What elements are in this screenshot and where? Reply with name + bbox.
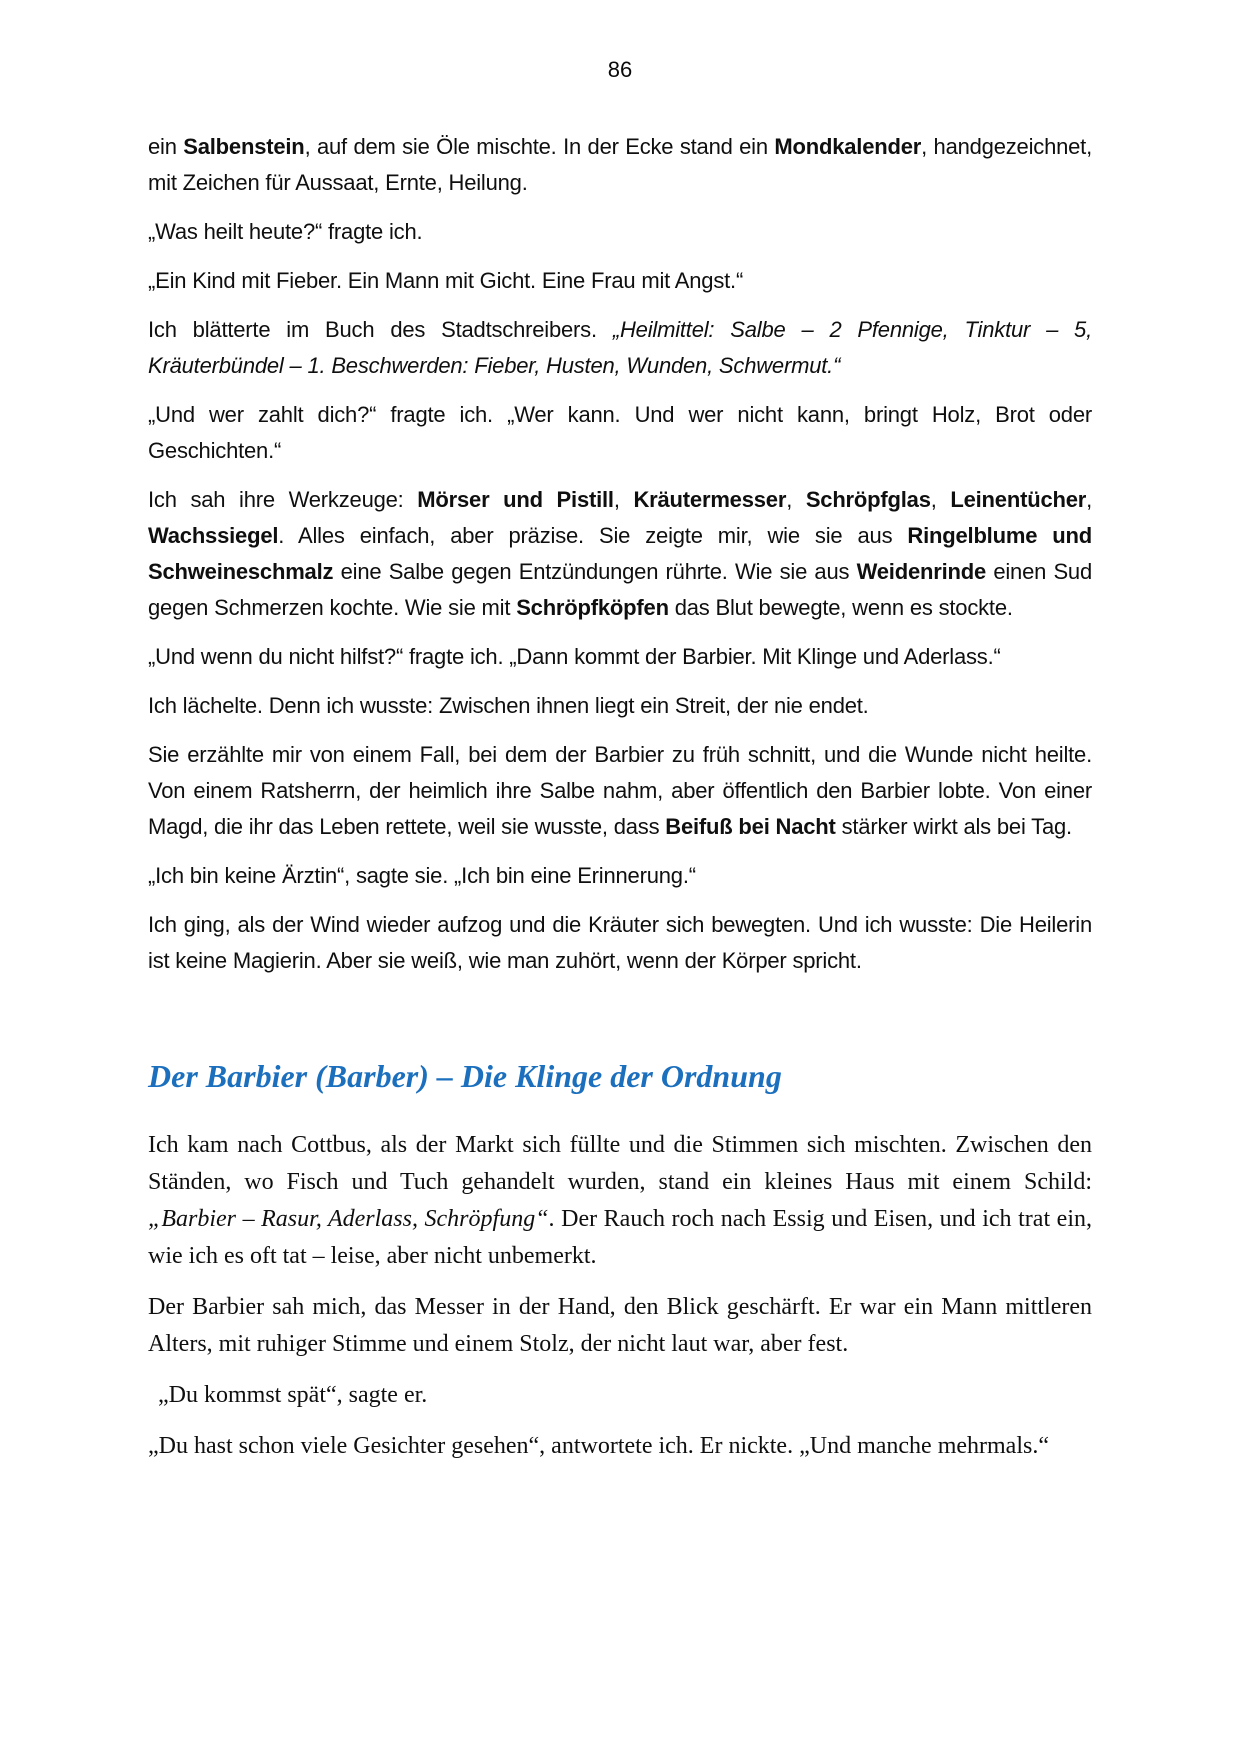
paragraph — [148, 737, 1092, 845]
paragraph — [148, 1377, 1092, 1414]
text-run: , auf dem sie Öle mischte. In der Ecke stand ein — [304, 134, 775, 159]
text-run: Kräutermesser — [633, 487, 787, 512]
text-run: „Und wenn du nicht hilfst?“ fragte ich. „Dann kommt der Barbier. Mit Klinge und Aderlass.“ — [148, 644, 1001, 669]
section-heading: Der Barbier (Barber) – Die Klinge der Ordnung — [148, 1058, 782, 1094]
text-run: Ringelblume und Schweineschmalz — [148, 523, 1092, 584]
text-run: Sie erzählte mir von einem Fall, bei dem der Barbier zu früh schnitt, und die Wunde nicht heilte. Von einem Ratsherrn, der heimlich ihre Salbe nahm, aber öffentlich den Barbier lobte. Von einer Magd, die ihr das Leben rettete, weil sie wusste, dass — [148, 742, 1092, 839]
page-number: 86 — [607, 57, 633, 82]
text-run: ein — [148, 134, 184, 159]
text-run: „Ich bin keine Ärztin“, sagte sie. „Ich bin eine Erinnerung.“ — [148, 863, 696, 888]
text-run: stärker wirkt als bei Tag. — [835, 814, 1072, 839]
text-run: Wachssiegel — [148, 523, 279, 548]
paragraph — [148, 312, 1092, 384]
text-run: Weidenrinde — [856, 559, 987, 584]
paragraph — [148, 482, 1092, 626]
text-run: das Blut bewegte, wenn es stockte. — [668, 595, 1013, 620]
paragraph — [148, 129, 1092, 201]
paragraph — [148, 688, 1092, 724]
text-run: eine Salbe gegen Entzündungen rührte. Wie sie aus — [333, 559, 857, 584]
text-run: , handgezeichnet, mit Zeichen für Aussaat, Ernte, Heilung. — [148, 134, 1092, 195]
serif-text-section — [148, 1127, 1092, 1465]
text-run: „Du hast schon viele Gesichter gesehen“, antwortete ich. Er nickte. „Und manche mehrmals.“ — [148, 1433, 1049, 1459]
text-run: Salbenstein — [183, 134, 305, 159]
paragraph — [148, 1428, 1092, 1465]
text-run: Ich ging, als der Wind wieder aufzog und die Kräuter sich bewegten. Und ich wusste: Die Heilerin ist keine Magierin. Aber sie weiß, wie man zuhört, wenn der Körper spricht. — [148, 912, 1092, 973]
text-run: , — [786, 487, 806, 512]
text-run: , — [613, 487, 634, 512]
text-run: „Du kommst spät“, sagte er. — [158, 1382, 428, 1408]
paragraph — [148, 1127, 1092, 1275]
text-run: Mondkalender — [774, 134, 922, 159]
text-run: Beifuß bei Nacht — [665, 814, 836, 839]
text-run: „Was heilt heute?“ fragte ich. — [148, 219, 423, 244]
text-run: Ich sah ihre Werkzeuge: — [148, 487, 418, 512]
text-run: „Heilmittel: Salbe – 2 Pfennige, Tinktur – 5, Kräuterbündel – 1. Beschwerden: Fieber, Husten, Wunden, Schwermut.“ — [148, 317, 1092, 378]
paragraph — [148, 214, 1092, 250]
paragraph — [148, 1289, 1092, 1363]
sans-text-section — [148, 129, 1092, 979]
text-run: , — [1086, 487, 1093, 512]
text-run: „Und wer zahlt dich?“ fragte ich. „Wer kann. Und wer nicht kann, bringt Holz, Brot oder Geschichten.“ — [148, 402, 1092, 463]
text-run: Ich blätterte im Buch des Stadtschreibers. — [148, 317, 613, 342]
text-run: Ich lächelte. Denn ich wusste: Zwischen ihnen liegt ein Streit, der nie endet. — [148, 693, 869, 718]
text-run: Schröpfköpfen — [516, 595, 669, 620]
text-run: . Der Rauch roch nach Essig und Eisen, und ich trat ein, wie ich es oft tat – leise, aber nicht unbemerkt. — [148, 1206, 1093, 1269]
paragraph — [148, 263, 1092, 299]
paragraph — [148, 397, 1092, 469]
text-run: . Alles einfach, aber präzise. Sie zeigte mir, wie sie aus — [278, 523, 908, 548]
text-run: „Ein Kind mit Fieber. Ein Mann mit Gicht. Eine Frau mit Angst.“ — [148, 268, 744, 293]
paragraph — [148, 907, 1092, 979]
paragraph — [148, 858, 1092, 894]
text-run: , — [930, 487, 951, 512]
text-run: Ich kam nach Cottbus, als der Markt sich füllte und die Stimmen sich mischten. Zwischen den Ständen, wo Fisch und Tuch gehandelt wurden, stand ein kleines Haus mit einem Schild: — [148, 1132, 1092, 1195]
paragraph — [148, 639, 1092, 675]
text-run: Mörser und Pistill — [417, 487, 614, 512]
text-run: Der Barbier sah mich, das Messer in der Hand, den Blick geschärft. Er war ein Mann mittleren Alters, mit ruhiger Stimme und einem Stolz, der nicht laut war, aber fest. — [148, 1294, 1092, 1357]
text-run: einen Sud gegen Schmerzen kochte. Wie sie mit — [148, 559, 1092, 620]
text-run: Schröpfglas — [805, 487, 931, 512]
text-run: Leinentücher — [950, 487, 1087, 512]
text-run: „Barbier – Rasur, Aderlass, Schröpfung“ — [148, 1206, 549, 1232]
